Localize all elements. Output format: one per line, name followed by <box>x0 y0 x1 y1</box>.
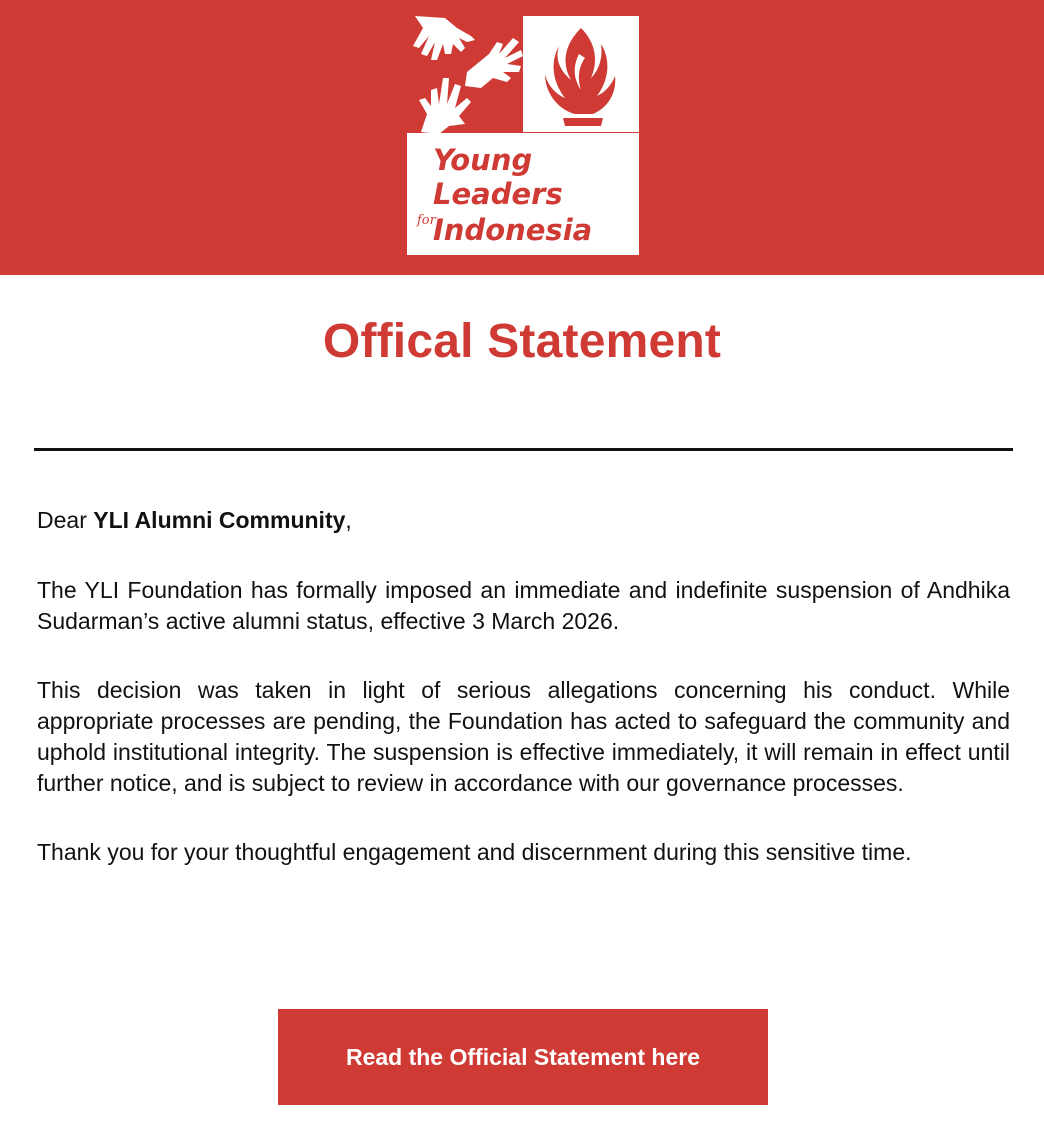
paragraph-thanks: Thank you for your thoughtful engagement and discernment during this sensitive time. <box>37 839 912 865</box>
statement-body <box>37 505 1010 906</box>
read-official-statement-button[interactable]: Read the Official Statement here <box>278 1009 768 1105</box>
paragraph-reason: This decision was taken in light of serious allegations concerning his conduct. While appropriate processes are pending, the Foundation has acted to safeguard the community and uphold institutional integrity. The suspension is effective immediately, it will remain in effect until further notice, and is subject to review in accordance with our governance processes. <box>37 677 1010 796</box>
logo-wordmark-leaders: Leaders <box>433 177 563 211</box>
yli-logo <box>405 14 641 257</box>
divider <box>34 448 1013 451</box>
logo-wordmark-indonesia: Indonesia <box>433 213 593 247</box>
greeting-suffix: , <box>345 507 352 533</box>
greeting-prefix: Dear <box>37 507 94 533</box>
logo-wordmark-young: Young <box>433 143 533 177</box>
header-banner <box>0 0 1044 275</box>
greeting <box>37 505 1010 536</box>
logo-wordmark-for: for <box>417 213 436 228</box>
greeting-recipient: YLI Alumni Community <box>93 507 346 533</box>
hands-icon <box>413 16 523 134</box>
page-title: Offical Statement <box>322 315 722 368</box>
paragraph-suspension: The YLI Foundation has formally imposed an immediate and indefinite suspension of Andhika Sudarman’s active alumni status, effective 3 March 2026. <box>37 577 1010 634</box>
